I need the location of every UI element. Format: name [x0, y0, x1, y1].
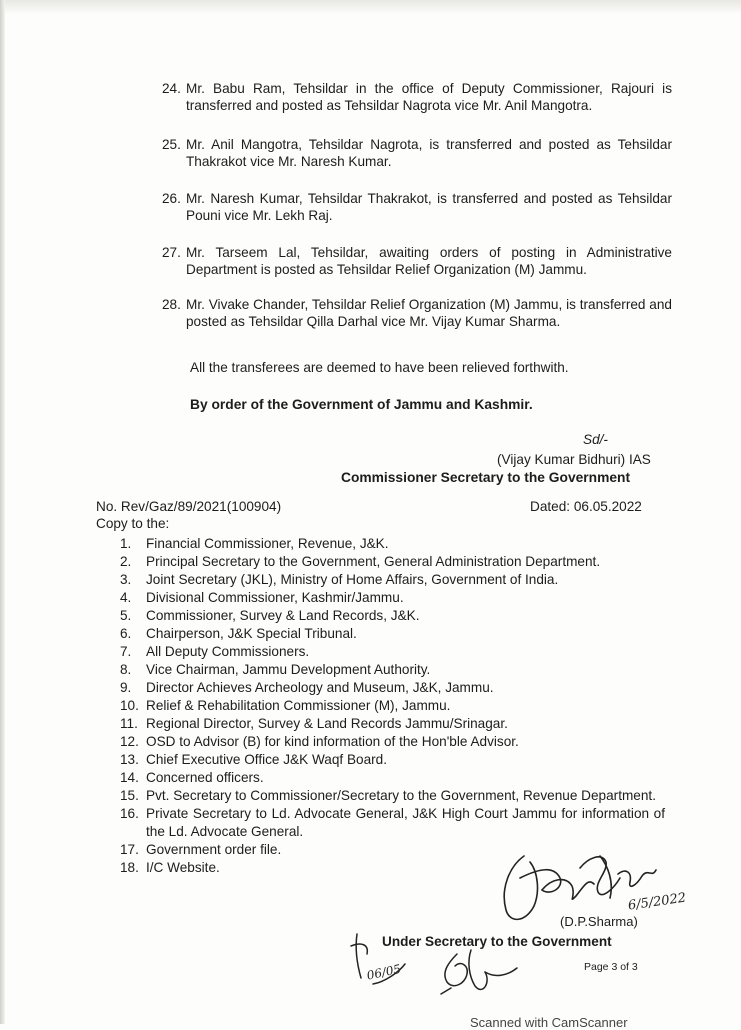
- list-item: [120, 643, 665, 661]
- list-item: [120, 553, 665, 571]
- list-item: [120, 607, 665, 625]
- list-item: [120, 589, 665, 607]
- list-item-number: 6.: [120, 626, 132, 641]
- officer-designation: Under Secretary to the Government: [382, 934, 612, 949]
- order-number: 27.: [162, 245, 181, 260]
- list-item-number: 3.: [120, 572, 132, 587]
- order-text: Mr. Tarseem Lal, Tehsildar, awaiting orders of posting in Administrative Department is posted as Tehsildar Relief Organization (M) Jammu.: [186, 245, 672, 277]
- list-item-text: Joint Secretary (JKL), Ministry of Home Affairs, Government of India.: [146, 572, 559, 587]
- scan-top-shadow: [0, 0, 741, 14]
- list-item-number: 1.: [120, 536, 132, 551]
- list-item-text: I/C Website.: [146, 860, 220, 875]
- list-item-number: 2.: [120, 554, 132, 569]
- by-order-line: By order of the Government of Jammu and Kashmir.: [190, 397, 533, 412]
- list-item-text: Director Achieves Archeology and Museum, J&K, Jammu.: [146, 680, 494, 695]
- order-item: [162, 136, 672, 170]
- copy-to-label: Copy to the:: [96, 516, 170, 531]
- list-item-text: OSD to Advisor (B) for kind information of the Hon'ble Advisor.: [146, 734, 519, 749]
- order-item: [162, 190, 672, 224]
- list-item-text: Concerned officers.: [146, 770, 264, 785]
- signatory-sd: Sd/-: [583, 432, 608, 447]
- order-item: [162, 296, 672, 330]
- list-item-number: 14.: [120, 770, 139, 785]
- list-item-number: 5.: [120, 608, 132, 623]
- list-item-number: 17.: [120, 842, 139, 857]
- closing-remark: All the transferees are deemed to have been relieved forthwith.: [190, 360, 569, 375]
- order-text: Mr. Babu Ram, Tehsildar in the office of Deputy Commissioner, Rajouri is transferred and posted as Tehsildar Nagrota vice Mr. Anil Mangotra.: [186, 81, 672, 113]
- list-item-text: Financial Commissioner, Revenue, J&K.: [146, 536, 389, 551]
- order-number: 26.: [162, 191, 181, 206]
- list-item-number: 13.: [120, 752, 139, 767]
- order-number: 24.: [162, 81, 181, 96]
- list-item: [120, 859, 665, 877]
- order-text: Mr. Naresh Kumar, Tehsildar Thakrakot, is transferred and posted as Tehsildar Pouni vice Mr. Lekh Raj.: [186, 191, 672, 223]
- list-item-number: 7.: [120, 644, 132, 659]
- list-item: [120, 805, 665, 841]
- list-item-number: 18.: [120, 860, 139, 875]
- order-number: 28.: [162, 297, 181, 312]
- list-item: [120, 535, 665, 553]
- list-item-number: 16.: [120, 806, 139, 821]
- list-item: [120, 841, 665, 859]
- list-item-text: All Deputy Commissioners.: [146, 644, 310, 659]
- list-item: [120, 661, 665, 679]
- list-item-text: Chief Executive Office J&K Waqf Board.: [146, 752, 388, 767]
- list-item-text: Relief & Rehabilitation Commissioner (M), Jammu.: [146, 698, 451, 713]
- scan-left-edge: [0, 0, 5, 1024]
- list-item-text: Divisional Commissioner, Kashmir/Jammu.: [146, 590, 404, 605]
- page-number: Page 3 of 3: [584, 961, 638, 973]
- list-item-number: 4.: [120, 590, 132, 605]
- reference-date: Dated: 06.05.2022: [530, 499, 642, 514]
- list-item: [120, 697, 665, 715]
- order-text: Mr. Vivake Chander, Tehsildar Relief Organization (M) Jammu, is transferred and posted as Tehsildar Qilla Darhal vice Mr. Vijay Kumar Sharma.: [186, 297, 672, 329]
- list-item: [120, 733, 665, 751]
- signature-date: 6/5/2022: [627, 890, 688, 914]
- list-item: [120, 715, 665, 733]
- list-item-text: Principal Secretary to the Government, General Administration Department.: [146, 554, 601, 569]
- list-item-number: 10.: [120, 698, 139, 713]
- order-item: [162, 80, 672, 114]
- list-item: [120, 769, 665, 787]
- order-item: [162, 244, 672, 278]
- list-item: [120, 625, 665, 643]
- list-item-text: Private Secretary to Ld. Advocate General, J&K High Court Jammu for information of the Ld. Advocate General.: [146, 806, 665, 839]
- list-item-number: 8.: [120, 662, 132, 677]
- list-item: [120, 787, 665, 805]
- officer-name: (D.P.Sharma): [560, 914, 638, 929]
- list-item-number: 15.: [120, 788, 139, 803]
- list-item-number: 12.: [120, 734, 139, 749]
- list-item-text: Regional Director, Survey & Land Records Jammu/Srinagar.: [146, 716, 508, 731]
- list-item-text: Commissioner, Survey & Land Records, J&K.: [146, 608, 420, 623]
- list-item-text: Government order file.: [146, 842, 282, 857]
- list-item: [120, 571, 665, 589]
- signatory-designation: Commissioner Secretary to the Government: [341, 470, 631, 485]
- initials-date: 06/05: [365, 961, 403, 983]
- list-item-text: Chairperson, J&K Special Tribunal.: [146, 626, 357, 641]
- list-item-number: 11.: [120, 716, 138, 731]
- copy-to-list: [120, 535, 665, 877]
- signatory-name: (Vijay Kumar Bidhuri) IAS: [497, 452, 651, 467]
- list-item-number: 9.: [120, 680, 132, 695]
- list-item-text: Vice Chairman, Jammu Development Authority.: [146, 662, 431, 677]
- scanner-footer: Scanned with CamScanner: [470, 1015, 628, 1030]
- list-item: [120, 751, 665, 769]
- order-text: Mr. Anil Mangotra, Tehsildar Nagrota, is transferred and posted as Tehsildar Thakrakot vice Mr. Naresh Kumar.: [186, 137, 672, 169]
- list-item: [120, 679, 665, 697]
- list-item-text: Pvt. Secretary to Commissioner/Secretary to the Government, Revenue Department.: [146, 788, 656, 803]
- order-number: 25.: [162, 137, 181, 152]
- reference-number: No. Rev/Gaz/89/2021(100904): [96, 499, 282, 514]
